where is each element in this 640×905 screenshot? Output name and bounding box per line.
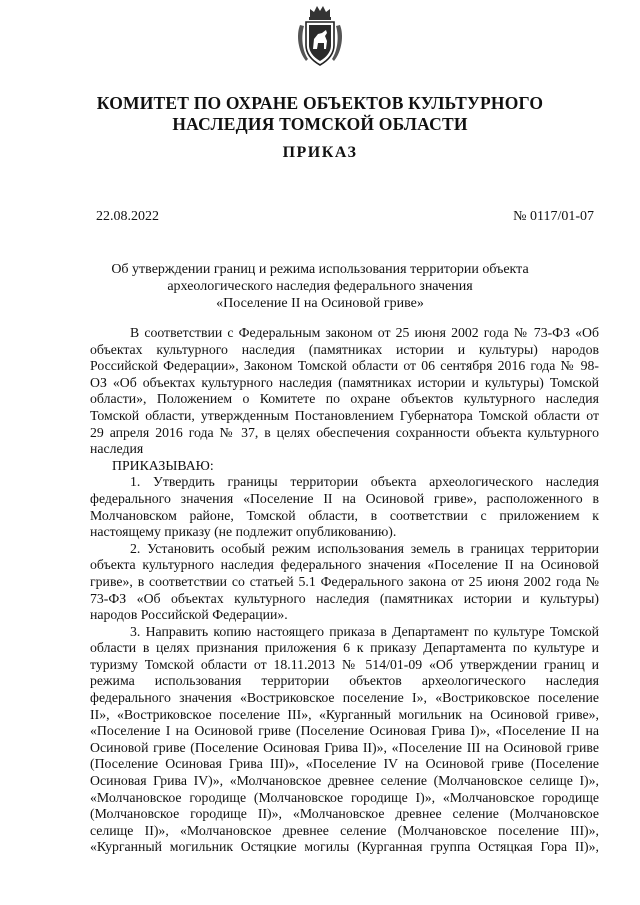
item1-line: Молчановском районе, Томской области, в соответствии с приложением к [90,507,599,523]
preamble-line: В соответствии с Федеральным законом от 25 июня 2002 года № 73-ФЗ «Об [130,325,599,340]
item1-line: федерального значения «Поселение II на Осиновой гриве», расположенного в [90,490,599,506]
item3-line: (Молчановское городище II)», «Молчановское древнее селение (Молчановское [90,806,599,822]
subject-line: «Поселение II на Осиновой гриве» [216,296,424,311]
item2-line: 2. Установить особый режим использования земель в границах территории [130,540,599,556]
subject-line: Об утверждении границ и режима использования территории объекта [111,262,529,277]
preamble-line: ОЗ «Об объектах культурного наследия (памятниках истории и культуры) Томской [90,374,599,390]
document-type: ПРИКАЗ [282,144,358,161]
item3-line: селище II)», «Молчановское древнее селение (Молчановское поселение III)», [90,822,599,838]
item3-line: «Поселение I на Осиновой гриве (Поселение Осиновая Грива I)», «Поселение II на [90,723,599,739]
item3-line: «Молчановское городище (Молчановское городище I)», «Молчановское городище [90,789,599,805]
document-date: 22.08.2022 [96,209,159,224]
item3-line: 3. Направить копию настоящего приказа в Департамент по культуре Томской [130,623,599,639]
item3-line: «Курганный могильник Остяцкие могилы (Курганная группа Остяцкая Гора II)», [90,839,599,855]
item1-line: настоящему приказу (не подлежит опубликованию). [90,524,397,540]
document-body [90,325,599,856]
item3-line: Осиновая Грива IV)», «Молчановское древнее селение (Молчановское селище I)», [90,773,599,789]
preamble-line: 29 апреля 2016 года № 37, в целях обеспечения сохранности объекта культурного [90,424,599,440]
organization-name-line1: КОМИТЕТ ПО ОХРАНЕ ОБЪЕКТОВ КУЛЬТУРНОГО [96,93,544,113]
item3-line: Осиновой гриве (Поселение Осиновая Грива II)», «Поселение III на Осиновой гриве [90,739,599,755]
organization-name-line2: НАСЛЕДИЯ ТОМСКОЙ ОБЛАСТИ [172,114,468,134]
item3-line: II», «Востриковское поселение III», «Курганный могильник на Осиновой гриве», [90,706,599,722]
preamble-line: области», Положением о Комитете по охране объектов культурного наследия [90,391,599,407]
subject-line: археологического наследия федерального значения [167,279,473,294]
document-number: № 0117/01-07 [513,209,594,224]
item2-line: гриве», в соответствии со статьей 5.1 Федерального закона от 25 июня 2002 года № [90,573,599,589]
item3-line: области в целях признания приложения 6 к приказу Департамента по культуре и [90,640,599,656]
item2-line: народов Российской Федерации». [90,607,288,623]
item1-line: 1. Утвердить границы территории объекта археологического наследия [130,474,599,490]
item3-line: режима использования территории объектов археологического наследия [90,673,599,689]
order-word: ПРИКАЗЫВАЮ: [112,457,214,473]
item3-line: туризму Томской области от 18.11.2013 № 514/01-09 «Об утверждении границ и [90,656,599,672]
preamble-line: Российской Федерации», Законом Томской области от 06 сентября 2016 года № 98- [90,358,599,374]
preamble-line: Томской области, утвержденным Постановлением Губернатора Томской области от [90,407,599,423]
preamble-line: наследия [90,441,144,457]
item3-line: (Поселение Осиновая Грива III)», «Поселение IV на Осиновой гриве (Поселение [90,756,599,772]
item2-line: 73-ФЗ «Об объектах культурного наследия (памятниках истории и культуры) [90,590,599,606]
item2-line: объекта культурного наследия федерального значения «Поселение II на Осиновой [90,557,599,573]
item3-line: федерального значения «Востриковское поселение I», «Востриковское поселение [90,690,599,706]
coat-of-arms-icon [296,3,344,69]
preamble-line: объектах культурного наследия (памятниках истории и культуры) народов [90,341,599,357]
